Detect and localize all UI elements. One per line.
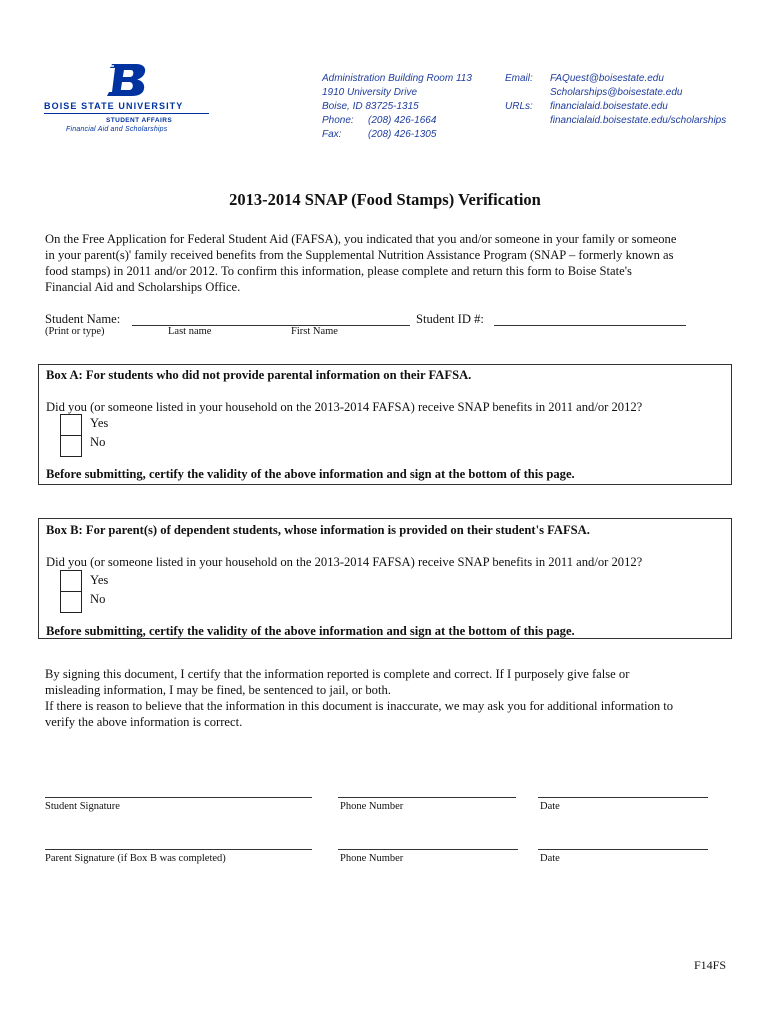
page-title: 2013-2014 SNAP (Food Stamps) Verification: [229, 190, 541, 209]
box-b-yes-label: Yes: [90, 573, 109, 587]
parent-date-line[interactable]: [538, 849, 708, 850]
url-financialaid[interactable]: financialaid.boisestate.edu: [550, 101, 668, 112]
contact-links: [550, 72, 726, 128]
phone-value: (208) 426-1664: [368, 115, 437, 126]
box-a-heading: Box A: For students who did not provide parental information on their FAFSA.: [46, 368, 472, 382]
box-a-certify: Before submitting, certify the validity of the above information and sign at the bottom of this page.: [46, 467, 575, 481]
box-b-certify: Before submitting, certify the validity of the above information and sign at the bottom of this page.: [46, 624, 575, 638]
box-b-no-label: No: [90, 592, 106, 606]
contact-address: [322, 72, 472, 142]
box-a-yes-label: Yes: [90, 416, 109, 430]
parent-signature-label: Parent Signature (if Box B was completed): [45, 853, 226, 864]
first-name-hint: First Name: [291, 326, 338, 337]
fax-label: Fax:: [322, 129, 342, 140]
parent-phone-label: Phone Number: [340, 853, 404, 864]
student-id-label: Student ID #:: [416, 312, 484, 326]
form-code: F14FS: [694, 958, 727, 972]
box-a-yes-checkbox[interactable]: [60, 414, 82, 436]
office-name: Financial Aid and Scholarships: [66, 126, 168, 133]
box-a-question: Did you (or someone listed in your household on the 2013-2014 FAFSA) receive SNAP benefits in 2011 and/or 2012?: [46, 400, 643, 414]
email-label: Email:: [505, 73, 533, 84]
box-a-no-checkbox[interactable]: [60, 435, 82, 457]
intro-line: Financial Aid and Scholarships Office.: [45, 280, 241, 294]
box-b-question: Did you (or someone listed in your household on the 2013-2014 FAFSA) receive SNAP benefits in 2011 and/or 2012?: [46, 555, 643, 569]
boise-state-b-logo: [106, 62, 148, 98]
box-b-no-checkbox[interactable]: [60, 591, 82, 613]
student-date-label: Date: [540, 801, 560, 812]
certification-line: verify the above information is correct.: [45, 715, 243, 729]
certification-line: If there is reason to believe that the information in this document is inaccurate, we may ask you for additional information to: [45, 699, 674, 713]
address-line-2: 1910 University Drive: [322, 87, 418, 98]
print-hint: (Print or type): [45, 326, 105, 337]
certification-paragraph: [45, 666, 673, 730]
unit-name: STUDENT AFFAIRS: [106, 117, 173, 124]
certification-line: misleading information, I may be fined, be sentenced to jail, or both.: [45, 683, 391, 697]
box-b-heading: Box B: For parent(s) of dependent students, whose information is provided on their student's FAFSA.: [46, 523, 590, 537]
box-b: [38, 518, 732, 639]
address-line-1: Administration Building Room 113: [322, 73, 472, 84]
urls-label: URLs:: [505, 101, 533, 112]
parent-phone-line[interactable]: [338, 849, 518, 850]
parent-date-label: Date: [540, 853, 560, 864]
email-faquest[interactable]: FAQuest@boisestate.edu: [550, 73, 664, 84]
parent-signature-line[interactable]: [45, 849, 312, 850]
certification-line: By signing this document, I certify that the information reported is complete and correct. If I purposely give false or: [45, 667, 630, 681]
last-name-hint: Last name: [168, 326, 212, 337]
phone-label: Phone:: [322, 115, 354, 126]
intro-paragraph: [45, 231, 676, 295]
student-phone-line[interactable]: [338, 797, 516, 798]
student-signature-label: Student Signature: [45, 801, 120, 812]
student-phone-label: Phone Number: [340, 801, 404, 812]
university-name: BOISE STATE UNIVERSITY: [44, 101, 184, 111]
box-b-yes-checkbox[interactable]: [60, 570, 82, 592]
logo-divider: [44, 113, 209, 114]
student-name-label: Student Name:: [45, 312, 121, 326]
box-a: [38, 364, 732, 485]
intro-line: in your parent(s)' family received benefits from the Supplemental Nutrition Assistance Program (SNAP – formerly known as: [45, 248, 674, 262]
address-city: Boise, ID 83725-1315: [322, 101, 419, 112]
intro-line: On the Free Application for Federal Student Aid (FAFSA), you indicated that you and/or someone in your family or someone: [45, 232, 677, 246]
intro-line: food stamps) in 2011 and/or 2012. To confirm this information, please complete and return this form to Boise State's: [45, 264, 632, 278]
student-date-line[interactable]: [538, 797, 708, 798]
university-logo: [44, 62, 209, 142]
url-scholarships[interactable]: financialaid.boisestate.edu/scholarships: [550, 115, 727, 126]
student-signature-line[interactable]: [45, 797, 312, 798]
student-id-field[interactable]: [494, 325, 686, 326]
email-scholarships[interactable]: Scholarships@boisestate.edu: [550, 87, 683, 98]
fax-value: (208) 426-1305: [368, 129, 437, 140]
box-a-no-label: No: [90, 435, 106, 449]
